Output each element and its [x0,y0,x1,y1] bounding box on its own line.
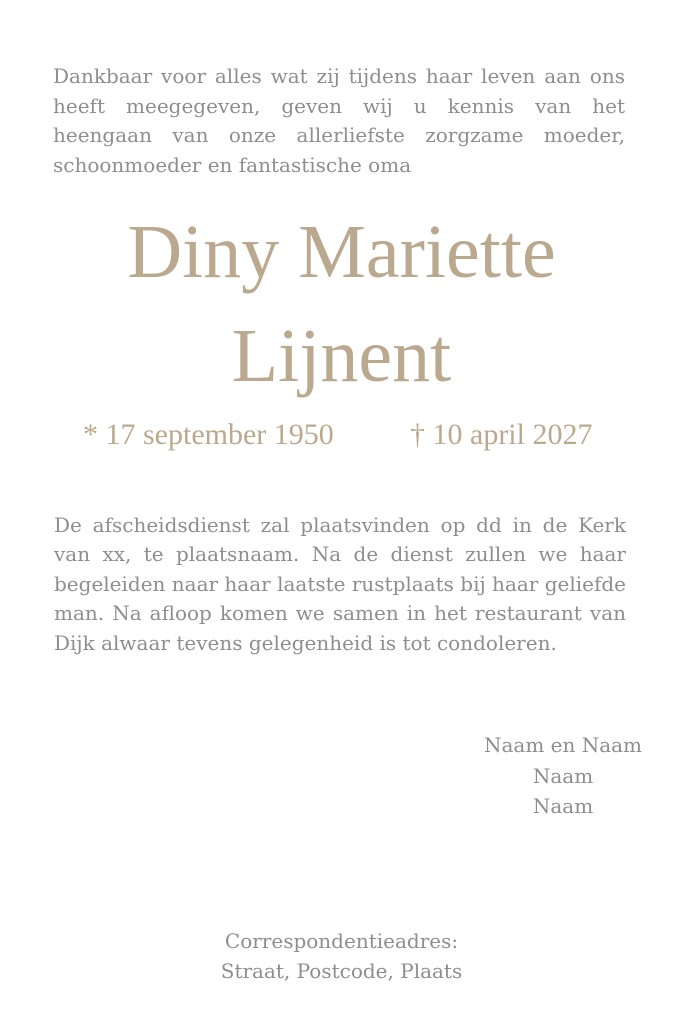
service-text: De afscheidsdienst zal plaatsvinden op dd in de Kerk van xx, te plaatsnaam. Na de dienst zullen we haar begeleiden naar haar laatste rustplaats bij haar geliefde man. Na afloop komen we samen in het restaurant van Dijk alwaar tevens gelegenheid is tot condoleren. [54,513,627,655]
life-dates [0,418,683,458]
family-names [448,730,678,822]
correspondence-label: Correspondentieadres: [224,929,459,953]
family-name: Naam [532,763,594,788]
intro-text: Dankbaar voor alles wat zij tijdens haar leven aan ons heeft meegegeven, geven wij u kennis van het heengaan van onze allerliefste zorgzame moeder, schoonmoeder en fantastische oma [53,64,625,177]
family-name: Naam en Naam [483,733,643,757]
correspondence-address-line: Straat, Postcode, Plaats [220,959,463,983]
deceased-name-last: Lijnent [231,314,452,398]
family-name: Naam [532,794,594,818]
correspondence-address [0,926,683,986]
deceased-name-first: Diny Mariette [127,210,556,294]
death-date: † 10 april 2027 [410,418,593,451]
birth-date: * 17 september 1950 [83,418,334,451]
